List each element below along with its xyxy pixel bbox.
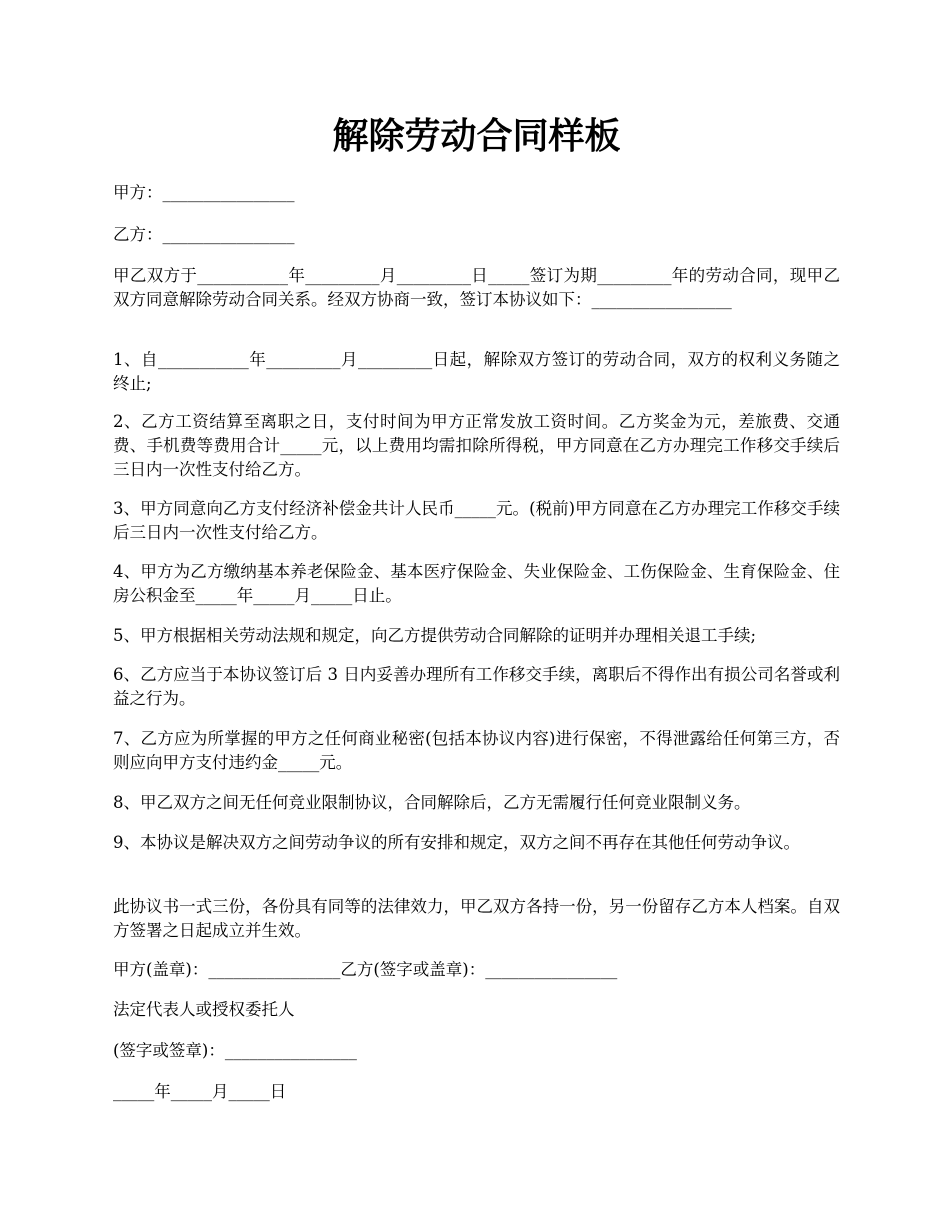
intro-paragraph: 甲乙双方于___________年_________月_________日_____签订为期_________年的劳动合同，现甲乙双方同意解除劳动合同关系。经双方协商一致，签订本协议如下：_________________ bbox=[113, 266, 840, 309]
clause-8: 8、甲乙双方之间无任何竞业限制协议，合同解除后，乙方无需履行任何竞业限制义务。 bbox=[113, 793, 751, 812]
clause-9: 9、本协议是解决双方之间劳动争议的所有安排和规定，双方之间不再存在其他任何劳动争议。 bbox=[113, 833, 800, 852]
party-b-line: 乙方：________________ bbox=[113, 225, 295, 244]
signature-line: 甲方(盖章)：________________乙方(签字或盖章)：________________ bbox=[113, 960, 618, 979]
clause-4: 4、甲方为乙方缴纳基本养老保险金、基本医疗保险金、失业保险金、工伤保险金、生育保险金、住房公积金至_____年_____月_____日止。 bbox=[113, 562, 840, 605]
clause-3: 3、甲方同意向乙方支付经济补偿金共计人民币_____元。(税前)甲方同意在乙方办理完工作移交手续后三日内一次性支付给乙方。 bbox=[113, 499, 840, 542]
representative-label: 法定代表人或授权委托人 bbox=[113, 1000, 295, 1019]
sign-seal-line: (签字或签章)：________________ bbox=[113, 1041, 357, 1060]
document-title: 解除劳动合同样板 bbox=[332, 115, 621, 157]
closing-paragraph: 此协议书一式三份，各份具有同等的法律效力，甲乙双方各持一份，另一份留存乙方本人档案。自双方签署之日起成立并生效。 bbox=[113, 897, 840, 940]
clause-2: 2、乙方工资结算至离职之日，支付时间为甲方正常发放工资时间。乙方奖金为元，差旅费、交通费、手机费等费用合计_____元，以上费用均需扣除所得税，甲方同意在乙方办理完工作移交手续后三日内一次性支付给乙方。 bbox=[113, 412, 840, 479]
date-line: _____年_____月_____日 bbox=[113, 1082, 287, 1101]
party-a-line: 甲方：________________ bbox=[113, 183, 295, 202]
clause-6: 6、乙方应当于本协议签订后 3 日内妥善办理所有工作移交手续，离职后不得作出有损公司名誉或利益之行为。 bbox=[113, 665, 840, 708]
clause-1: 1、自___________年_________月_________日起，解除双方签订的劳动合同，双方的权利义务随之终止; bbox=[113, 350, 840, 393]
clause-7: 7、乙方应为所掌握的甲方之任何商业秘密(包括本协议内容)进行保密，不得泄露给任何第三方，否则应向甲方支付违约金_____元。 bbox=[113, 729, 840, 772]
clause-5: 5、甲方根据相关劳动法规和规定，向乙方提供劳动合同解除的证明并办理相关退工手续; bbox=[113, 626, 757, 645]
